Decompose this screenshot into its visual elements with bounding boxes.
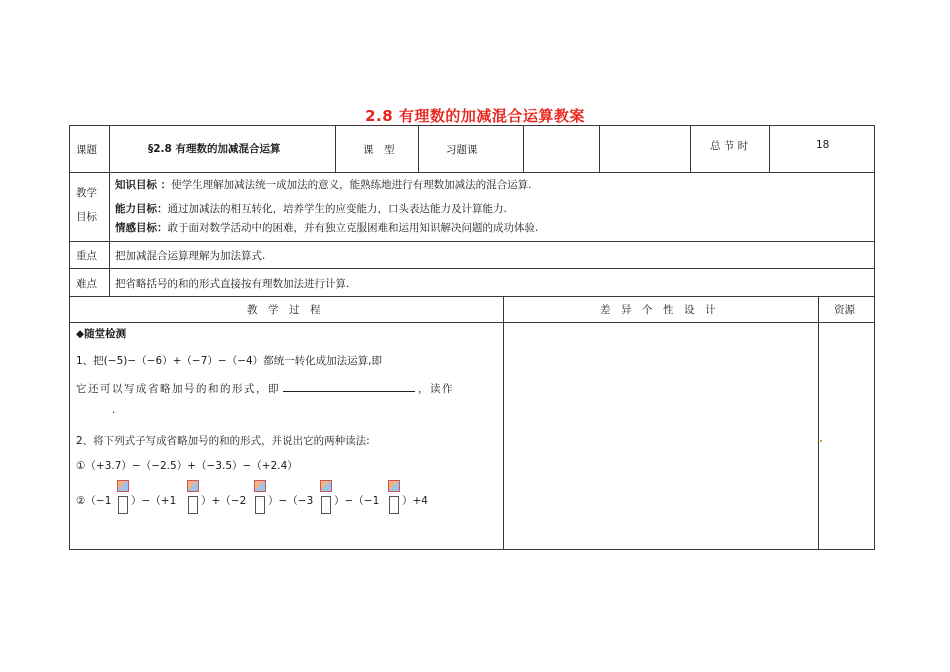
total-hours-value: 18 <box>816 139 830 151</box>
answer-blank[interactable] <box>283 381 415 392</box>
formula-image-icon <box>117 480 129 492</box>
design-column-header: 差 异 个 性 设 计 <box>600 304 716 316</box>
table-line <box>690 125 691 172</box>
process-column-header: 教 学 过 程 <box>247 304 321 316</box>
formula-box <box>255 496 265 514</box>
emotion-objective-text: 敢于面对数学活动中的困难，并有独立克服困难和运用知识解决问题的成功体验. <box>167 222 539 234</box>
topic-label: 课题 <box>76 144 97 156</box>
fraction-image <box>187 480 200 514</box>
question-2-item-2-prefix: ②（−1 <box>76 495 112 507</box>
document-title: 2.8 有理数的加减混合运算教案 <box>365 107 585 125</box>
formula-box <box>118 496 128 514</box>
question-1-line-2 <box>76 381 454 396</box>
formula-image-icon <box>254 480 266 492</box>
difficulty-label: 难点 <box>76 278 97 290</box>
table-line <box>769 125 770 172</box>
formula-image-icon <box>320 480 332 492</box>
fraction-image <box>254 480 267 514</box>
knowledge-objective <box>115 177 532 192</box>
table-line <box>503 296 504 549</box>
table-line <box>69 241 875 242</box>
emotion-objective <box>115 220 538 235</box>
table-line <box>818 296 819 549</box>
question-2: 2、将下列式子写成省略加号的和的形式，并说出它的两种读法: <box>76 435 370 447</box>
resource-column-header: 资源 <box>834 304 855 316</box>
total-hours-label: 总 节 时 <box>710 140 749 152</box>
table-line <box>69 549 875 550</box>
table-line <box>69 125 70 549</box>
topic-value: §2.8 有理数的加减混合运算 <box>148 143 281 155</box>
decorative-mark <box>820 440 822 442</box>
table-line <box>523 125 524 172</box>
formula-box <box>321 496 331 514</box>
section-title: ◆随堂检测 <box>76 328 127 340</box>
formula-image-icon <box>187 480 199 492</box>
table-line <box>69 125 875 126</box>
ability-objective <box>115 201 507 216</box>
question-1-text-a: 它还可以写成省略加号的和的形式，即 <box>76 383 280 395</box>
formula-box <box>188 496 198 514</box>
table-line <box>599 125 600 172</box>
ability-objective-label: 能力目标： <box>115 203 168 215</box>
lesson-type-label: 课 型 <box>363 144 395 156</box>
table-line <box>69 322 875 323</box>
fraction-image <box>320 480 333 514</box>
table-line <box>335 125 336 172</box>
question-1-text-b: ，读作 <box>418 383 454 395</box>
ability-objective-text: 通过加减法的相互转化，培养学生的应变能力，口头表达能力及计算能力. <box>167 203 507 215</box>
knowledge-objective-text: 使学生理解加减法统一成加法的意义，能熟练地进行有理数加减法的混合运算. <box>171 179 532 191</box>
table-line <box>109 172 110 296</box>
fraction-image <box>388 480 401 514</box>
fraction-image <box>117 480 130 514</box>
key-point-text: 把加减混合运算理解为加法算式. <box>115 250 266 262</box>
difficulty-text: 把省略括号的和的形式直接按有理数加法进行计算. <box>115 278 350 290</box>
question-1-line-3: . <box>112 404 116 416</box>
table-line <box>69 268 875 269</box>
table-line <box>109 125 110 172</box>
question-1-line-1: 1、把(−5)−（−6）+（−7）−（−4）都统一转化成加法运算,即 <box>76 355 383 367</box>
knowledge-objective-label: 知识目标 ： <box>115 179 172 191</box>
question-2-item-2-seg-1: ）−（+1 <box>131 495 177 507</box>
table-line <box>69 172 875 173</box>
lesson-type-value: 习题课 <box>446 144 478 156</box>
question-2-item-2-suffix: ）+4 <box>402 495 428 507</box>
question-2-item-2-seg-2: ）+（−2 <box>201 495 247 507</box>
formula-image-icon <box>388 480 400 492</box>
table-line <box>418 125 419 172</box>
table-line <box>69 296 875 297</box>
question-2-item-2-seg-3: ）−（−3 <box>268 495 314 507</box>
table-line <box>874 125 875 549</box>
objectives-label: 目标 <box>76 211 97 223</box>
emotion-objective-label: 情感目标： <box>115 222 168 234</box>
formula-box <box>389 496 399 514</box>
objectives-label: 教学 <box>76 187 97 199</box>
key-point-label: 重点 <box>76 250 97 262</box>
question-2-item-2-seg-4: ）−（−1 <box>334 495 380 507</box>
question-2-item-1: ①（+3.7）−（−2.5）+（−3.5）−（+2.4） <box>76 460 298 472</box>
